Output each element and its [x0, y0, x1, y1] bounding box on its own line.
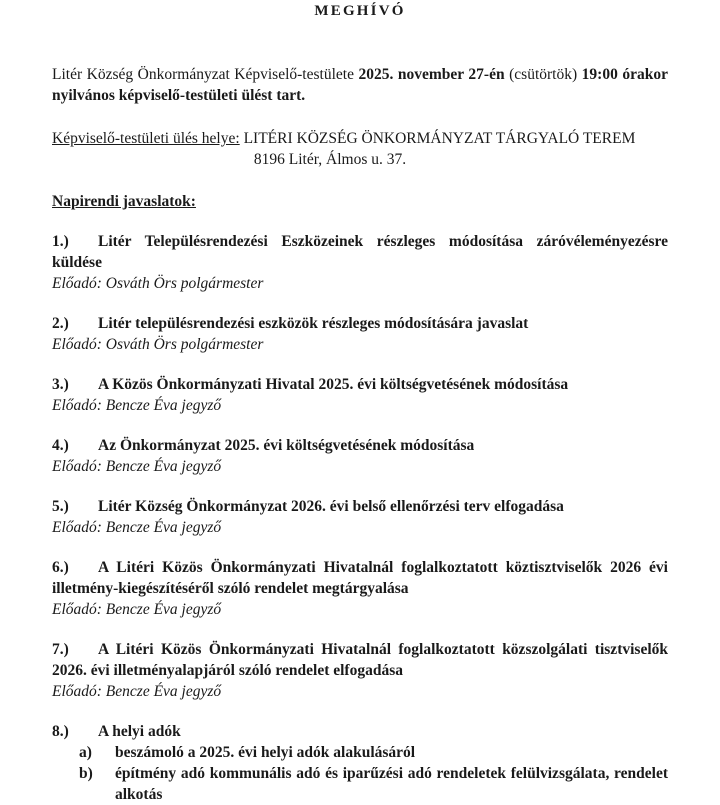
agenda-item-presenter: Előadó: Bencze Éva jegyző	[52, 397, 222, 414]
agenda-item-text: A Közös Önkormányzati Hivatal 2025. évi költségvetésének módosítása	[98, 376, 569, 393]
meeting-day: (csütörtök)	[504, 66, 582, 83]
agenda-subitem-list	[52, 742, 668, 805]
agenda-item-text: A Litéri Közös Önkormányzati Hivatalnál foglalkoztatott közszolgálati tisztviselők 2026. évi illetményalapjáról szóló rendelet elfogadása	[52, 641, 668, 679]
agenda-item	[52, 538, 668, 620]
venue-line	[52, 128, 668, 149]
agenda-item-presenter: Előadó: Bencze Éva jegyző	[52, 519, 222, 536]
agenda-list	[52, 212, 668, 805]
agenda-item-text: Litér Község Önkormányzat 2026. évi belső ellenőrzési terv elfogadása	[98, 498, 564, 515]
agenda-item-number: 5.)	[52, 498, 69, 515]
agenda-item-number: 6.)	[52, 559, 69, 576]
agenda-heading: Napirendi javaslatok:	[52, 193, 196, 210]
agenda-item-number: 1.)	[52, 233, 69, 250]
agenda-item-title	[52, 721, 668, 742]
agenda-item-number: 3.)	[52, 376, 69, 393]
agenda-item-presenter: Előadó: Bencze Éva jegyző	[52, 601, 222, 618]
agenda-item-title	[52, 313, 668, 334]
venue-address: 8196 Litér, Álmos u. 37.	[253, 151, 407, 168]
agenda-item-title	[52, 639, 668, 681]
venue-block	[52, 106, 668, 170]
agenda-item	[52, 702, 668, 805]
venue-name: LITÉRI KÖZSÉG ÖNKORMÁNYZAT TÁRGYALÓ TEREM	[239, 130, 636, 147]
agenda-item-number: 4.)	[52, 437, 69, 454]
agenda-item	[52, 477, 668, 538]
agenda-item	[52, 355, 668, 416]
intro-text-part2: órakor nyilvános képviselő-testületi ülést tart.	[52, 66, 668, 104]
agenda-item-presenter: Előadó: Bencze Éva jegyző	[52, 458, 222, 475]
agenda-item	[52, 416, 668, 477]
venue-label: Képviselő-testületi ülés helye:	[52, 130, 240, 147]
agenda-item	[52, 294, 668, 355]
agenda-item-text: A helyi adók	[98, 723, 181, 740]
agenda-item-presenter: Előadó: Osváth Örs polgármester	[52, 275, 264, 292]
agenda-item-title	[52, 557, 668, 599]
agenda-item	[52, 620, 668, 702]
page-title: MEGHÍVÓ	[314, 3, 406, 19]
agenda-item-title	[52, 496, 668, 517]
agenda-item-title	[52, 435, 668, 456]
agenda-subitem-letter: a)	[79, 744, 92, 761]
agenda-item-presenter: Előadó: Bencze Éva jegyző	[52, 683, 222, 700]
agenda-item-text: Litér Településrendezési Eszközeinek részleges módosítása záróvéleményezésre küldése	[52, 233, 668, 271]
agenda-item-text: Litér településrendezési eszközök részleges módosítására javaslat	[98, 315, 529, 332]
agenda-subitem	[52, 763, 668, 805]
agenda-item-text: A Litéri Közös Önkormányzati Hivatalnál foglalkoztatott köztisztviselők 2026 évi illetmény-kiegészítéséről szóló rendelet megtárgyalása	[52, 559, 668, 597]
agenda-subitem-text: építmény adó kommunális adó és iparűzési adó rendeletek felülvizsgálata, rendelet alkotás	[115, 765, 668, 803]
agenda-item-text: Az Önkormányzat 2025. évi költségvetésének módosítása	[98, 437, 475, 454]
agenda-subitem	[52, 742, 668, 763]
agenda-subitem-letter: b)	[79, 765, 93, 782]
agenda-item-title	[52, 231, 668, 273]
agenda-item-number: 2.)	[52, 315, 69, 332]
agenda-item-presenter: Előadó: Osváth Örs polgármester	[52, 336, 264, 353]
intro-paragraph	[52, 20, 668, 106]
agenda-item-number: 7.)	[52, 641, 69, 658]
intro-text-part1: Litér Község Önkormányzat Képviselő-testülete	[52, 66, 359, 83]
meeting-date: 2025. november 27-én	[358, 66, 505, 83]
agenda-item-title	[52, 374, 668, 395]
meeting-time: 19:00	[581, 66, 618, 83]
agenda-subitem-text: beszámoló a 2025. évi helyi adók alakulásáról	[115, 744, 416, 761]
agenda-item	[52, 212, 668, 294]
agenda-item-number: 8.)	[52, 723, 69, 740]
